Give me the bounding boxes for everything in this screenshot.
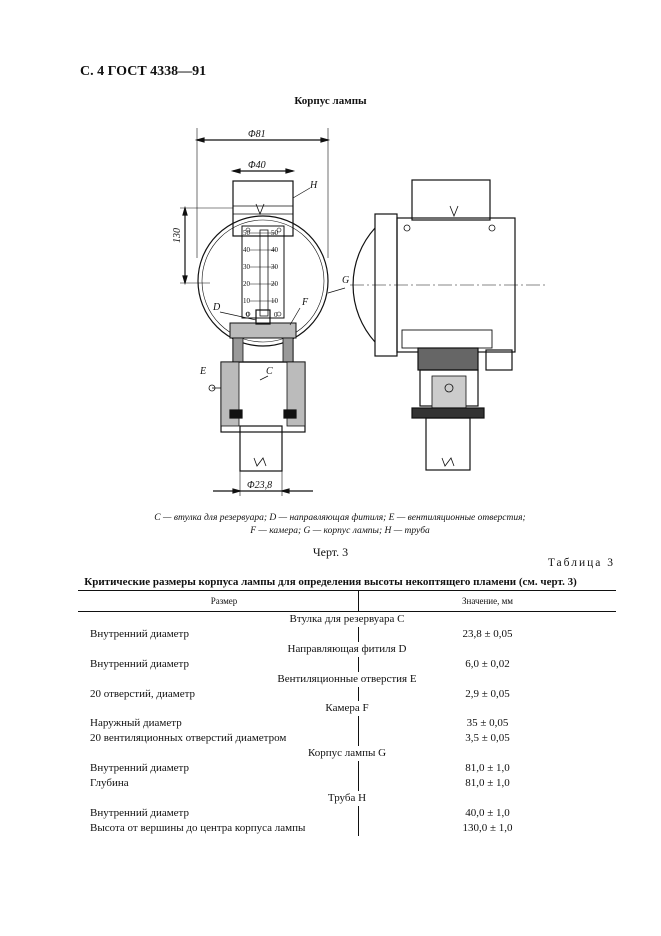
table-label: Таблица 3 bbox=[547, 557, 615, 569]
scale-10-r: 10 bbox=[271, 297, 278, 305]
lamp-body-drawing bbox=[150, 118, 570, 513]
figure-title: Корпус лампы bbox=[294, 95, 367, 107]
dim-d40: Φ40 bbox=[248, 160, 266, 171]
table-row: Внутренний диаметр 81,0 ± 1,0 bbox=[78, 761, 616, 776]
scale-0-r: 0 bbox=[274, 311, 278, 319]
legend-line-2: F — камера; G — корпус лампы; H — труба bbox=[250, 526, 430, 536]
scale-10-l: 10 bbox=[243, 297, 250, 305]
table-row: Наружный диаметр 35 ± 0,05 bbox=[78, 716, 616, 731]
section-row: Втулка для резервуара C bbox=[289, 613, 405, 625]
scale-0-l: 0 bbox=[246, 311, 250, 319]
label-f: F bbox=[302, 297, 309, 308]
figure-legend bbox=[95, 512, 585, 538]
label-e: E bbox=[200, 366, 207, 377]
scale-30-r: 30 bbox=[271, 263, 278, 271]
legend-line-1: C — втулка для резервуара; D — направляющая фитиля; E — вентиляционные отверстия; bbox=[154, 513, 526, 523]
col-header-value: Значение, мм bbox=[359, 591, 617, 612]
table-row: Внутренний диаметр 40,0 ± 1,0 bbox=[78, 806, 616, 821]
section-row: Вентиляционные отверстия E bbox=[277, 672, 417, 685]
col-header-size: Размер bbox=[78, 591, 359, 612]
table-header-row bbox=[78, 591, 616, 612]
dim-d81: Φ81 bbox=[248, 129, 266, 140]
table-row: Высота от вершины до центра корпуса лампы 130,0 ± 1,0 bbox=[78, 821, 616, 836]
figure-caption: Черт. 3 bbox=[312, 545, 349, 559]
scale-20-r: 20 bbox=[271, 280, 278, 288]
scale-30-l: 30 bbox=[243, 263, 250, 271]
scale-40-r: 40 bbox=[271, 246, 278, 254]
label-h: H bbox=[310, 180, 318, 191]
scale-20-l: 20 bbox=[243, 280, 250, 288]
scale-50-r: 50 bbox=[271, 229, 278, 237]
dim-d238: Φ23,8 bbox=[247, 480, 273, 491]
section-row: Камера F bbox=[325, 702, 369, 715]
table-row: Внутренний диаметр 23,8 ± 0,05 bbox=[78, 627, 616, 642]
table-row: Глубина 81,0 ± 1,0 bbox=[78, 776, 616, 791]
table-caption: Критические размеры корпуса лампы для определения высоты некоптящего пламени (см. черт. 3) bbox=[84, 576, 577, 588]
table-row: Внутренний диаметр 6,0 ± 0,02 bbox=[78, 657, 616, 672]
table-row: 20 вентиляционных отверстий диаметром 3,5 ± 0,05 bbox=[78, 731, 616, 746]
dim-130: 130 bbox=[172, 228, 183, 243]
scale-50-l: 50 bbox=[243, 229, 250, 237]
label-c: C bbox=[266, 366, 273, 377]
scale-40-l: 40 bbox=[243, 246, 250, 254]
dimensions-table bbox=[78, 590, 616, 836]
label-d: D bbox=[213, 302, 221, 313]
section-row: Направляющая фитиля D bbox=[287, 642, 407, 655]
section-row: Труба H bbox=[327, 791, 367, 804]
table-row: 20 отверстий, диаметр 2,9 ± 0,05 bbox=[78, 687, 616, 702]
section-row: Корпус лампы G bbox=[307, 747, 387, 760]
label-g: G bbox=[342, 275, 350, 286]
page-header: С. 4 ГОСТ 4338—91 bbox=[80, 64, 207, 79]
